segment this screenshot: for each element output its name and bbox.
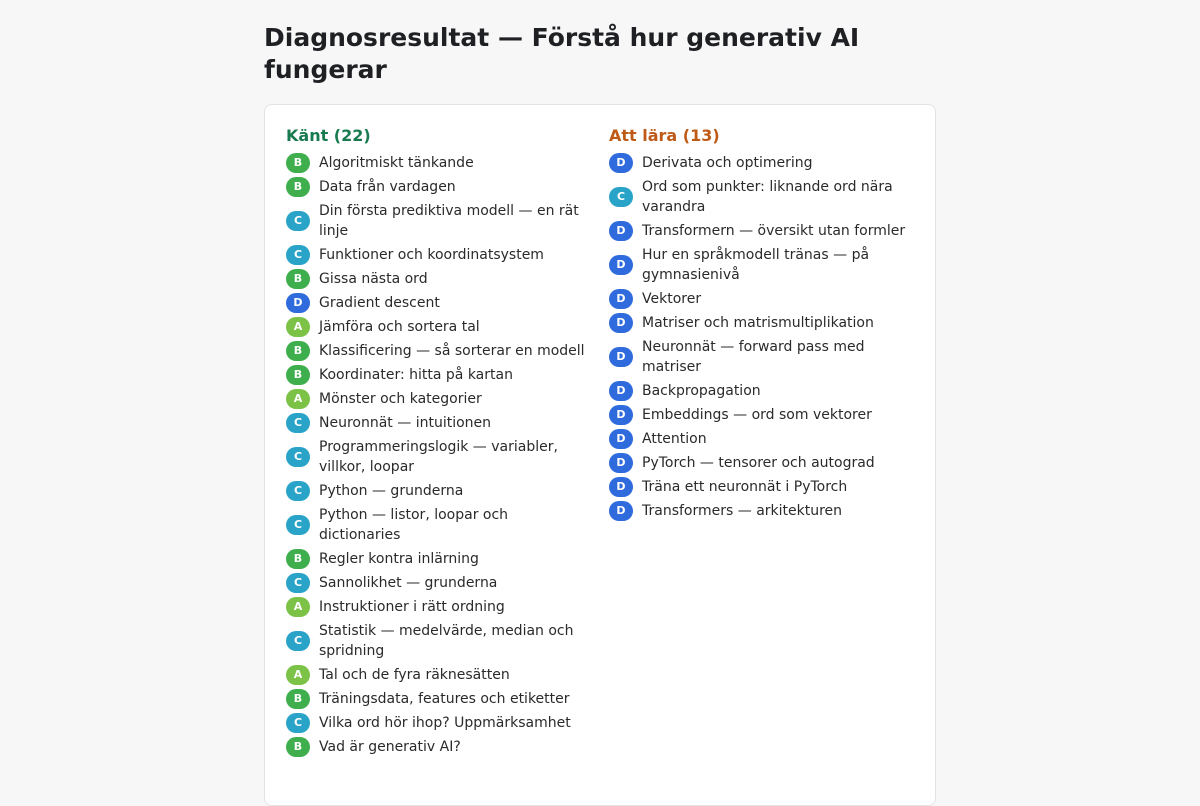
list-item <box>609 501 913 521</box>
item-label: Python — grunderna <box>319 483 464 499</box>
item-label: Vad är generativ AI? <box>319 739 461 755</box>
item-label: Statistik — medelvärde, median och spridning <box>319 623 574 659</box>
level-badge: A <box>286 597 310 617</box>
list-item <box>286 621 590 661</box>
list-item <box>286 365 590 385</box>
item-label: Funktioner och koordinatsystem <box>319 247 544 263</box>
list-item <box>286 437 590 477</box>
list-item <box>286 689 590 709</box>
item-label: Gradient descent <box>319 295 440 311</box>
level-badge: C <box>286 481 310 501</box>
level-badge: C <box>286 211 310 231</box>
list-item <box>286 597 590 617</box>
list-item <box>286 573 590 593</box>
level-badge: A <box>286 317 310 337</box>
item-label: Regler kontra inlärning <box>319 551 479 567</box>
level-badge: B <box>286 365 310 385</box>
diagnosis-page <box>264 0 936 755</box>
list-item <box>609 337 913 377</box>
item-label: Instruktioner i rätt ordning <box>319 599 505 615</box>
level-badge: D <box>609 381 633 401</box>
to-learn-heading: Att lära (13) <box>609 126 720 145</box>
item-label: Tal och de fyra räknesätten <box>319 667 510 683</box>
list-item <box>609 177 913 217</box>
known-column <box>286 125 590 761</box>
item-label: Matriser och matrismultiplikation <box>642 315 874 331</box>
list-item <box>286 293 590 313</box>
list-item <box>286 481 590 501</box>
known-list <box>286 153 590 757</box>
item-label: PyTorch — tensorer och autograd <box>642 455 875 471</box>
level-badge: D <box>609 313 633 333</box>
level-badge: D <box>609 347 633 367</box>
item-label: Neuronnät — intuitionen <box>319 415 492 431</box>
known-heading: Känt (22) <box>286 126 371 145</box>
item-label: Algoritmiskt tänkande <box>319 155 474 171</box>
level-badge: B <box>286 177 310 197</box>
item-label: Träna ett neuronnät i PyTorch <box>642 479 848 495</box>
list-item <box>609 221 913 241</box>
list-item <box>609 429 913 449</box>
item-label: Mönster och kategorier <box>319 391 482 407</box>
item-label: Data från vardagen <box>319 179 456 195</box>
level-badge: D <box>609 453 633 473</box>
level-badge: B <box>286 153 310 173</box>
to-learn-list <box>609 153 913 521</box>
item-label: Ord som punkter: liknande ord nära varandra <box>642 179 893 215</box>
item-label: Sannolikhet — grunderna <box>319 575 498 591</box>
list-item <box>286 713 590 733</box>
level-badge: D <box>609 153 633 173</box>
list-item <box>286 505 590 545</box>
level-badge: C <box>286 713 310 733</box>
level-badge: D <box>609 289 633 309</box>
level-badge: C <box>286 515 310 535</box>
list-item <box>286 665 590 685</box>
level-badge: A <box>286 389 310 409</box>
list-item <box>609 453 913 473</box>
item-label: Derivata och optimering <box>642 155 813 171</box>
item-label: Gissa nästa ord <box>319 271 428 287</box>
level-badge: D <box>286 293 310 313</box>
level-badge: D <box>609 221 633 241</box>
level-badge: B <box>286 689 310 709</box>
list-item <box>286 153 590 173</box>
item-label: Backpropagation <box>642 383 761 399</box>
list-item <box>286 413 590 433</box>
list-item <box>609 477 913 497</box>
level-badge: B <box>286 737 310 757</box>
list-item <box>286 177 590 197</box>
level-badge: D <box>609 501 633 521</box>
list-item <box>609 381 913 401</box>
list-item <box>609 313 913 333</box>
item-label: Vektorer <box>642 291 702 307</box>
level-badge: D <box>609 405 633 425</box>
level-badge: B <box>286 341 310 361</box>
list-item <box>609 153 913 173</box>
list-item <box>286 549 590 569</box>
level-badge: C <box>286 631 310 651</box>
item-label: Vilka ord hör ihop? Uppmärksamhet <box>319 715 571 731</box>
item-label: Neuronnät — forward pass med matriser <box>642 339 865 375</box>
list-item <box>609 405 913 425</box>
results-card <box>264 104 936 806</box>
page-title: Diagnosresultat — Förstå hur generativ AI fungerar <box>264 23 860 84</box>
level-badge: D <box>609 255 633 275</box>
to-learn-column <box>609 125 913 525</box>
level-badge: A <box>286 665 310 685</box>
item-label: Embeddings — ord som vektorer <box>642 407 872 423</box>
item-label: Klassificering — så sorterar en modell <box>319 343 585 359</box>
item-label: Programmeringslogik — variabler, villkor, loopar <box>319 439 558 475</box>
item-label: Python — listor, loopar och dictionaries <box>319 507 509 543</box>
item-label: Koordinater: hitta på kartan <box>319 367 513 383</box>
item-label: Attention <box>642 431 707 447</box>
item-label: Träningsdata, features och etiketter <box>319 691 570 707</box>
list-item <box>286 341 590 361</box>
list-item <box>286 737 590 757</box>
item-label: Transformers — arkitekturen <box>642 503 843 519</box>
level-badge: B <box>286 549 310 569</box>
list-item <box>286 317 590 337</box>
level-badge: C <box>286 573 310 593</box>
level-badge: B <box>286 269 310 289</box>
level-badge: C <box>286 447 310 467</box>
list-item <box>286 245 590 265</box>
list-item <box>286 201 590 241</box>
level-badge: D <box>609 477 633 497</box>
level-badge: C <box>286 413 310 433</box>
list-item <box>609 289 913 309</box>
list-item <box>609 245 913 285</box>
list-item <box>286 389 590 409</box>
item-label: Hur en språkmodell tränas — på gymnasienivå <box>642 247 870 283</box>
item-label: Transformern — översikt utan formler <box>642 223 906 239</box>
item-label: Din första prediktiva modell — en rät linje <box>319 203 579 239</box>
item-label: Jämföra och sortera tal <box>319 319 480 335</box>
level-badge: C <box>609 187 633 207</box>
list-item <box>286 269 590 289</box>
level-badge: D <box>609 429 633 449</box>
level-badge: C <box>286 245 310 265</box>
